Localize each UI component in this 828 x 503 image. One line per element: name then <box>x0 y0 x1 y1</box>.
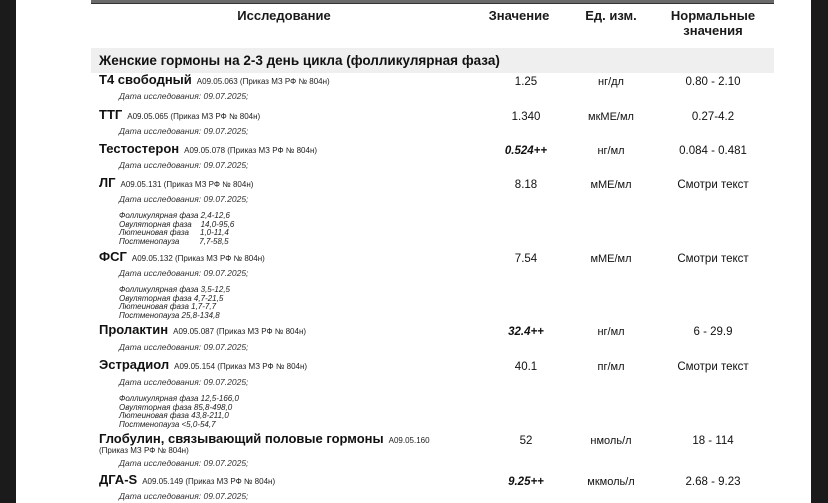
test-value-abnormal: 9.25++ <box>508 476 544 488</box>
test-code: A09.05.160 (Приказ МЗ РФ № 804н) <box>99 436 430 455</box>
test-unit: нг/дл <box>598 76 624 88</box>
table-top-border <box>91 0 774 4</box>
reference-note: Лютеиновая фаза 1,7-7,7 <box>119 302 217 311</box>
test-name: Тестостерон <box>99 141 180 156</box>
test-date: Дата исследования: 09.07.2025; <box>119 377 249 387</box>
test-normal-range: Смотри текст <box>677 179 749 191</box>
test-date: Дата исследования: 09.07.2025; <box>119 126 249 136</box>
column-header-normal-line2: значения <box>683 23 743 38</box>
test-code: A09.05.154 (Приказ МЗ РФ № 804н) <box>174 362 308 371</box>
test-name: ЛГ <box>99 175 116 190</box>
test-value: 1.25 <box>514 76 538 88</box>
reference-note: Фолликулярная фаза 3,5-12,5 <box>119 285 230 294</box>
test-date: Дата исследования: 09.07.2025; <box>119 91 249 101</box>
table-row <box>91 431 774 470</box>
test-code: A09.05.149 (Приказ МЗ РФ № 804н) <box>142 477 276 486</box>
test-normal-range: Смотри текст <box>677 361 749 373</box>
test-date: Дата исследования: 09.07.2025; <box>119 160 249 170</box>
reference-notes <box>119 212 234 246</box>
test-date: Дата исследования: 09.07.2025; <box>119 458 249 468</box>
column-header-normal-line1: Нормальные <box>670 8 756 23</box>
table-row <box>91 357 774 432</box>
test-name: ДГА-S <box>99 472 138 487</box>
test-normal-range: 6 - 29.9 <box>693 326 733 338</box>
test-unit: пг/мл <box>597 361 625 373</box>
reference-note: Лютеиновая фаза 43,8-211,0 <box>119 411 229 420</box>
table-row <box>91 107 774 140</box>
table-row <box>91 141 774 174</box>
reference-notes <box>119 286 230 320</box>
test-code: A09.05.065 (Приказ МЗ РФ № 804н) <box>127 112 261 121</box>
test-value: 52 <box>519 435 533 447</box>
column-header-value: Значение <box>488 8 550 23</box>
test-name-line <box>99 141 469 156</box>
test-unit: мкМЕ/мл <box>588 111 634 123</box>
reference-notes <box>119 395 239 429</box>
test-date: Дата исследования: 09.07.2025; <box>119 491 249 501</box>
test-unit: мкмоль/л <box>587 476 635 488</box>
reference-note: Постменопауза 7,7-58,5 <box>119 236 229 246</box>
test-unit: нг/мл <box>597 326 625 338</box>
section-header <box>91 48 774 73</box>
test-normal-range: 0.80 - 2.10 <box>685 76 741 88</box>
test-unit: мМЕ/мл <box>590 253 632 265</box>
test-normal-range: Смотри текст <box>677 253 749 265</box>
table-row <box>91 175 774 248</box>
reference-note: Фолликулярная фаза 12,5-166,0 <box>119 394 239 403</box>
test-name: Глобулин, связывающий половые гормоны <box>99 431 384 446</box>
reference-note: Овуляторная фаза 14,0-95,6 <box>119 219 235 229</box>
reference-note: Овуляторная фаза 85,8-498,0 <box>119 402 233 412</box>
test-name: Т4 свободный <box>99 72 192 87</box>
test-name-line <box>99 357 469 372</box>
reference-note: Постменопауза 25,8-134,8 <box>119 310 220 320</box>
test-normal-range: 0.27-4.2 <box>691 111 735 123</box>
test-date: Дата исследования: 09.07.2025; <box>119 194 249 204</box>
test-unit: мМЕ/мл <box>590 179 632 191</box>
table-row <box>91 322 774 355</box>
test-name-line <box>99 322 469 337</box>
reference-note: Лютеиновая фаза 1,0-11,4 <box>119 228 229 237</box>
test-value: 1.340 <box>511 111 541 123</box>
test-name-line <box>99 175 469 190</box>
test-code: A09.05.087 (Приказ МЗ РФ № 804н) <box>173 327 307 336</box>
test-name-line <box>99 472 469 487</box>
test-code: A09.05.078 (Приказ МЗ РФ № 804н) <box>184 146 318 155</box>
test-unit: нмоль/л <box>590 435 632 447</box>
reference-note: Овуляторная фаза 4,7-21,5 <box>119 293 224 303</box>
test-code: A09.05.132 (Приказ МЗ РФ № 804н) <box>131 254 265 263</box>
test-code: A09.05.131 (Приказ МЗ РФ № 804н) <box>120 180 254 189</box>
test-value: 40.1 <box>514 361 538 373</box>
section-title: Женские гормоны на 2-3 день цикла (фолликулярная фаза) <box>99 53 500 68</box>
test-code: A09.05.063 (Приказ МЗ РФ № 804н) <box>196 77 330 86</box>
test-name: Пролактин <box>99 322 169 337</box>
test-name: ФСГ <box>99 249 127 264</box>
test-date: Дата исследования: 09.07.2025; <box>119 268 249 278</box>
test-date: Дата исследования: 09.07.2025; <box>119 342 249 352</box>
test-value: 7.54 <box>514 253 538 265</box>
test-normal-range: 0.084 - 0.481 <box>679 145 747 157</box>
test-unit: нг/мл <box>597 145 625 157</box>
test-name-line <box>99 72 469 87</box>
test-value-abnormal: 0.524++ <box>504 145 548 157</box>
test-value: 8.18 <box>514 179 538 191</box>
test-name: ТТГ <box>99 107 123 122</box>
report-page <box>16 0 811 503</box>
test-name: Эстрадиол <box>99 357 170 372</box>
reference-note: Постменопауза <5,0-54,7 <box>119 419 216 429</box>
column-header-normal <box>653 8 773 38</box>
test-normal-range: 18 - 114 <box>692 435 734 447</box>
test-name-line <box>99 249 469 264</box>
reference-note: Фолликулярная фаза 2,4-12,6 <box>119 211 230 220</box>
table-row <box>91 472 774 503</box>
column-header-study: Исследование <box>237 8 331 23</box>
test-name-line <box>99 431 459 456</box>
test-value-abnormal: 32.4++ <box>508 326 544 338</box>
test-name-line <box>99 107 469 122</box>
table-row <box>91 249 774 322</box>
column-header-unit: Ед. изм. <box>585 8 637 23</box>
test-normal-range: 2.68 - 9.23 <box>685 476 741 488</box>
table-row <box>91 72 774 105</box>
